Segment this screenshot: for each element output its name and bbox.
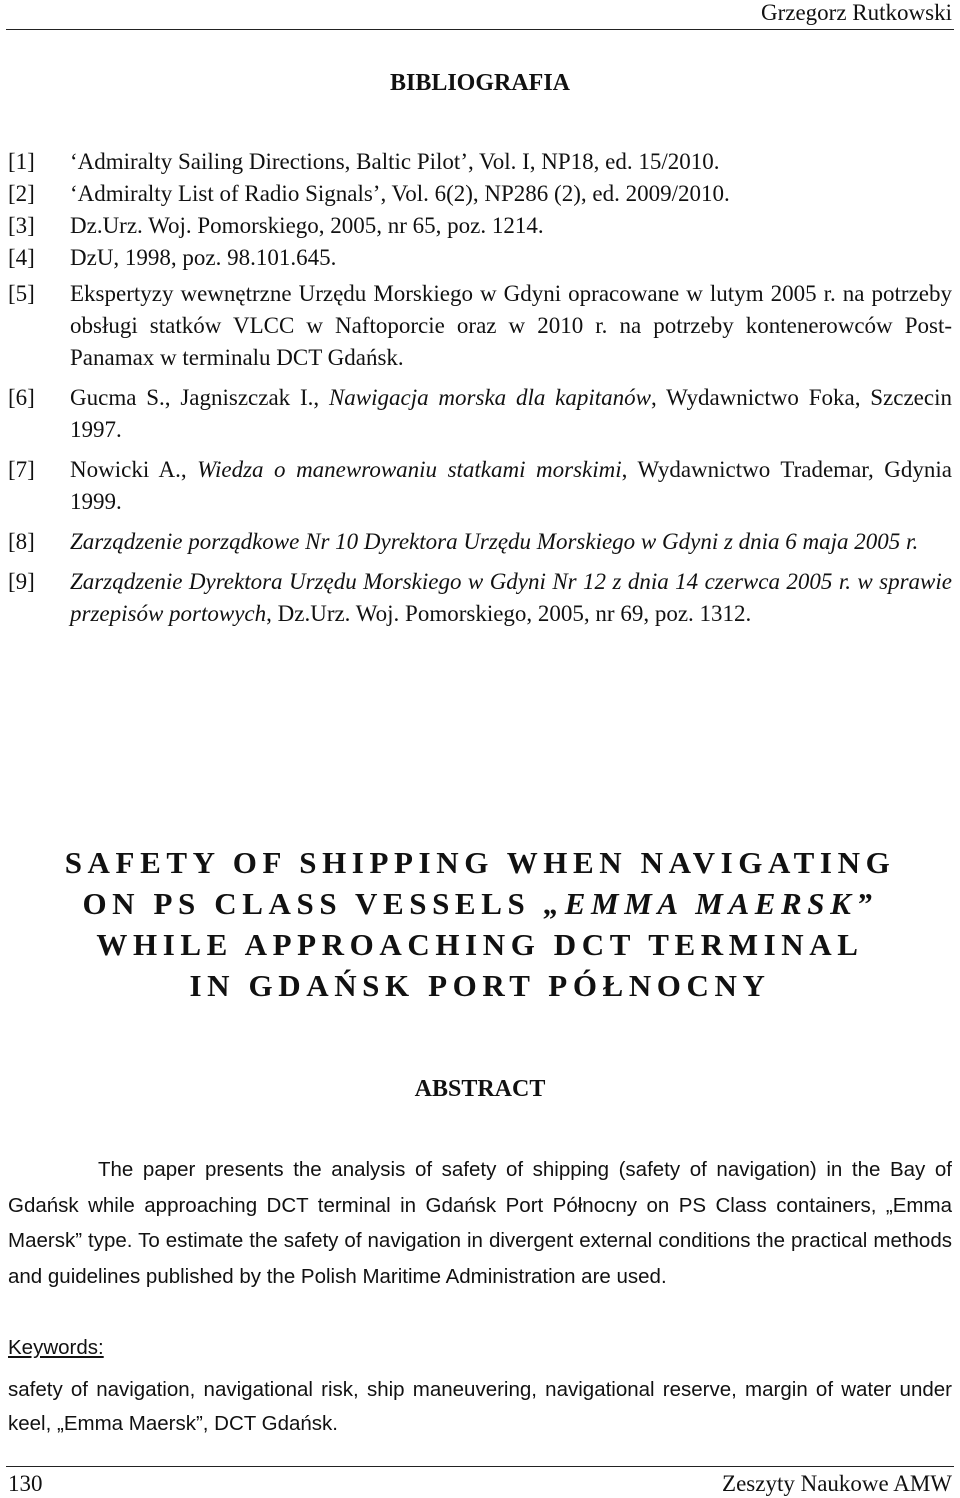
reference-text: [70, 146, 952, 178]
reference-title: Zarządzenie porządkowe Nr 10 Dyrektora Urzędu Morskiego w Gdyni z dnia 6 maja 2005 r.: [70, 529, 919, 554]
header-rule: [6, 29, 954, 30]
bibliography-heading: BIBLIOGRAFIA: [389, 70, 571, 96]
reference-text: [70, 566, 952, 630]
reference-segment: DzU, 1998, poz. 98.101.645.: [70, 245, 337, 270]
reference-item: [8, 210, 952, 242]
reference-text: [70, 242, 952, 274]
reference-list: [8, 146, 952, 630]
paper-title-line: IN GDAŃSK PORT PÓŁNOCNY: [189, 968, 771, 1003]
reference-segment: Dz.Urz. Woj. Pomorskiego, 2005, nr 65, poz. 1214.: [70, 213, 544, 238]
running-header-author: Grzegorz Rutkowski: [761, 0, 952, 25]
reference-segment: ‘Admiralty Sailing Directions, Baltic Pilot’, Vol. I, NP18, ed. 15/2010.: [70, 149, 720, 174]
reference-segment: Nowicki A.,: [70, 457, 198, 482]
reference-text: [70, 278, 952, 374]
reference-segment: , Wydawnictwo Trademar, Gdynia 1999.: [70, 457, 952, 514]
reference-item: [8, 454, 952, 518]
reference-item: [8, 146, 952, 178]
reference-item: [8, 242, 952, 274]
journal-name: Zeszyty Naukowe AMW: [722, 1471, 952, 1496]
page-number: 130: [8, 1471, 43, 1496]
paper-title-line: [0, 883, 960, 924]
reference-segment: , Wydawnictwo Foka, Szczecin 1997.: [70, 385, 952, 442]
abstract-heading: ABSTRACT: [414, 1076, 546, 1102]
keywords-text: safety of navigation, navigational risk, ship maneuvering, navigational reserve, margin of water under keel, „Emma Maersk”, DCT Gdańsk.: [8, 1378, 952, 1435]
paper-title-line-text: ON PS CLASS VESSELS: [82, 886, 544, 921]
reference-item: [8, 566, 952, 630]
reference-item: [8, 382, 952, 446]
keywords-label: Keywords:: [8, 1336, 104, 1359]
paper-title-line: SAFETY OF SHIPPING WHEN NAVIGATING: [64, 845, 896, 880]
reference-number: [7]: [8, 457, 35, 482]
abstract-text: The paper presents the analysis of safety of shipping (safety of navigation) in the Bay of Gdańsk while approaching DCT terminal in Gdańsk Port Północny on PS Class containers, „Emma Maersk” type. To estimate the safety of navigation in divergent external conditions the practical methods and guidelines published by the Polish Maritime Administration are used.: [8, 1158, 952, 1288]
reference-number: [6]: [8, 385, 35, 410]
footer-rule: [6, 1466, 954, 1467]
reference-title: Wiedza o manewrowaniu statkami morskimi: [197, 457, 622, 482]
reference-segment: Ekspertyzy wewnętrzne Urzędu Morskiego w Gdyni opracowane w lutym 2005 r. na potrzeby obsługi statków VLCC w Naftoporcie oraz w 2010 r. na potrzeby kontenerowców Post-Panamax w terminalu DCT Gdańsk.: [70, 281, 952, 370]
reference-segment: ‘Admiralty List of Radio Signals’, Vol. 6(2), NP286 (2), ed. 2009/2010.: [70, 181, 730, 206]
reference-number: [4]: [8, 245, 35, 270]
reference-number: [1]: [8, 149, 35, 174]
reference-text: [70, 382, 952, 446]
reference-segment: , Dz.Urz. Woj. Pomorskiego, 2005, nr 69, poz. 1312.: [266, 601, 752, 626]
ship-name: „EMMA MAERSK”: [543, 886, 878, 921]
reference-number: [2]: [8, 181, 35, 206]
reference-text: [70, 526, 952, 558]
reference-segment: Gucma S., Jagniszczak I.,: [70, 385, 329, 410]
paper-title-line: WHILE APPROACHING DCT TERMINAL: [96, 927, 864, 962]
reference-item: [8, 278, 952, 374]
reference-title: Nawigacja morska dla kapitanów: [328, 385, 651, 410]
reference-text: [70, 178, 952, 210]
reference-text: [70, 454, 952, 518]
reference-item: [8, 178, 952, 210]
reference-number: [8]: [8, 529, 35, 554]
reference-item: [8, 526, 952, 558]
reference-title: Zarządzenie Dyrektora Urzędu Morskiego w Gdyni Nr 12 z dnia 14 czerwca 2005 r. w sprawie przepisów portowych: [70, 569, 952, 626]
paper-title: [0, 842, 960, 1006]
reference-number: [5]: [8, 281, 35, 306]
reference-text: [70, 210, 952, 242]
reference-number: [9]: [8, 569, 35, 594]
reference-number: [3]: [8, 213, 35, 238]
